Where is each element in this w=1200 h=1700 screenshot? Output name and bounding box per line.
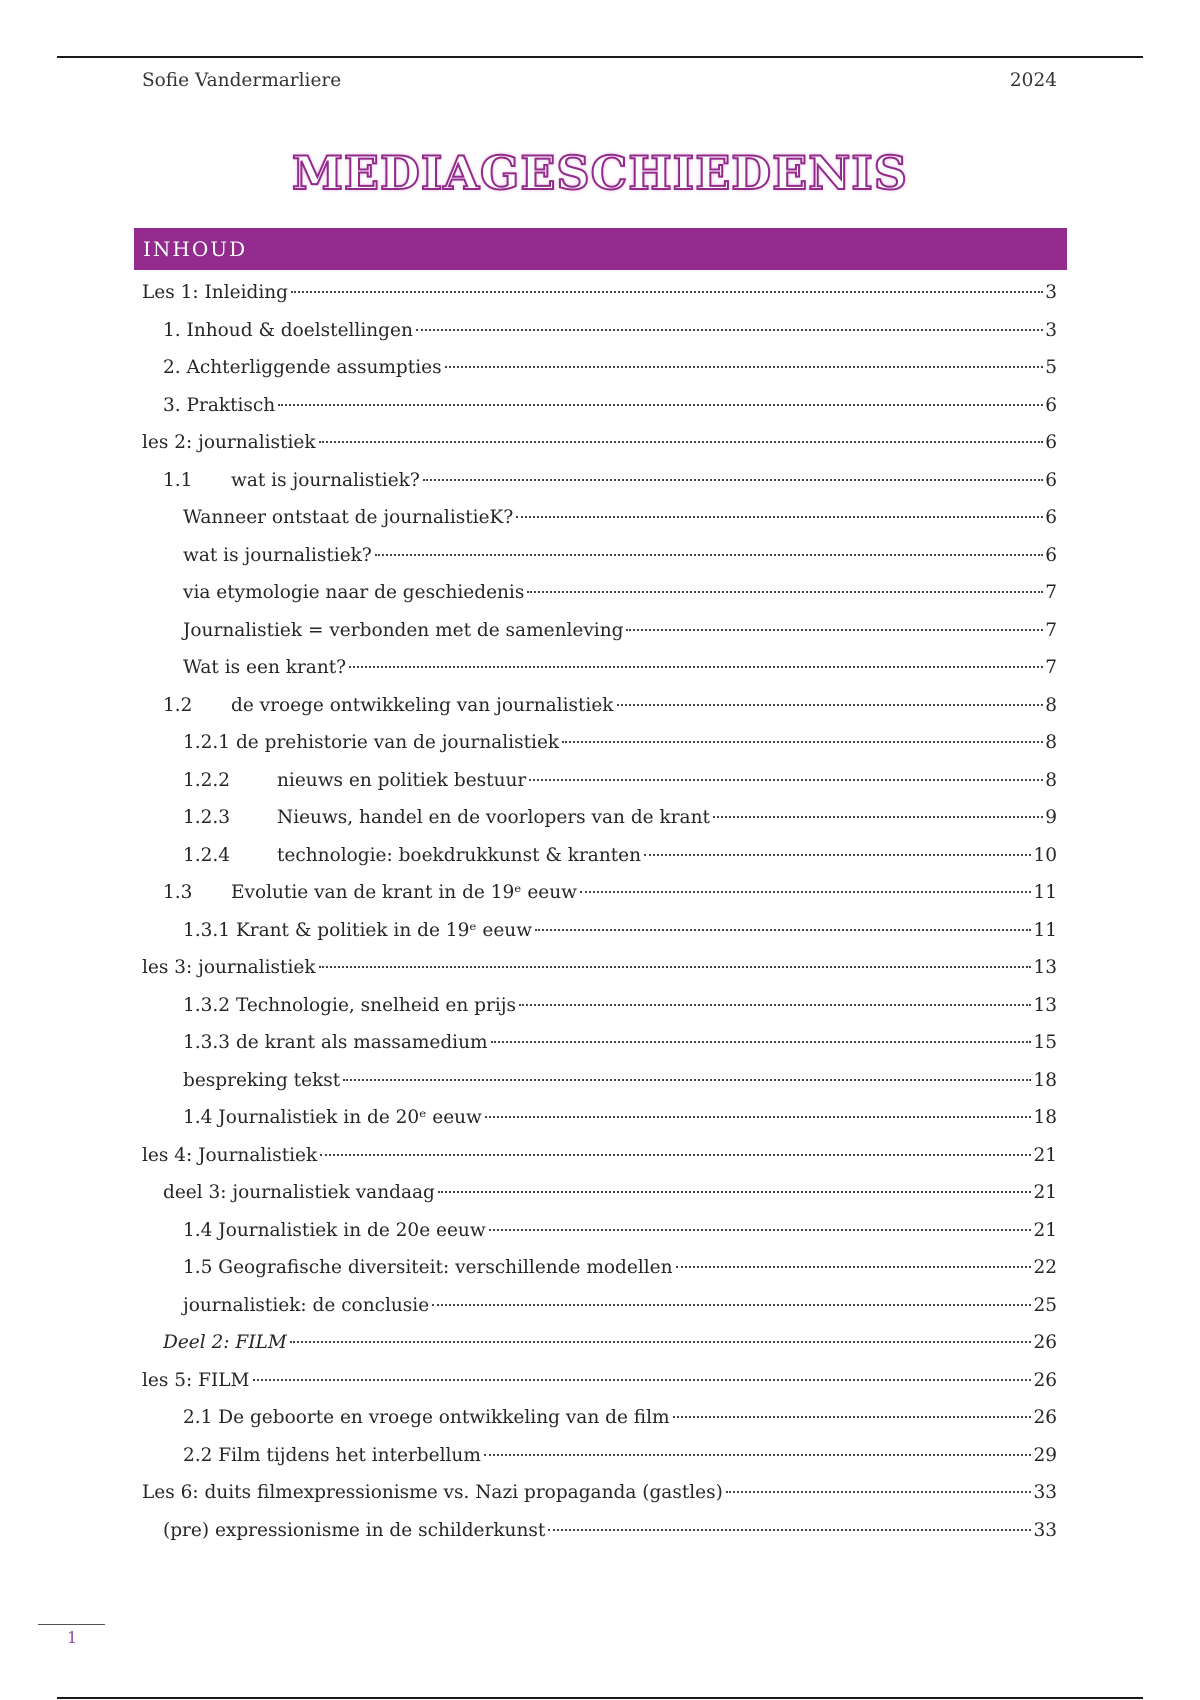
toc-entry-page: 8 xyxy=(1045,769,1057,791)
toc-entry-page: 13 xyxy=(1033,957,1057,978)
toc-entry[interactable] xyxy=(142,1512,1057,1550)
toc-entry-page: 6 xyxy=(1045,469,1057,491)
toc-entry-page: 8 xyxy=(1045,694,1057,716)
toc-entry-title: les 5: FILM xyxy=(142,1369,250,1391)
toc-entry-title: via etymologie naar de geschiedenis xyxy=(183,582,525,603)
toc-entry-title: 2.2 Film tijdens het interbellum xyxy=(183,1444,481,1466)
document-year: 2024 xyxy=(1009,70,1057,91)
toc-entry-page: 33 xyxy=(1033,1482,1057,1503)
toc-entry[interactable] xyxy=(142,799,1057,837)
toc-dot-leader xyxy=(673,1415,1032,1418)
toc-entry[interactable] xyxy=(142,274,1057,312)
toc-entry-page: 7 xyxy=(1045,619,1057,641)
page-number: 1 xyxy=(67,1628,78,1647)
toc-dot-leader xyxy=(349,665,1043,668)
toc-entry[interactable] xyxy=(142,1249,1057,1287)
toc-entry-page: 9 xyxy=(1045,807,1057,828)
toc-entry-number: 1.1 xyxy=(163,469,193,491)
toc-dot-leader xyxy=(580,890,1031,893)
toc-entry-page: 21 xyxy=(1033,1144,1057,1166)
toc-entry[interactable] xyxy=(142,949,1057,987)
toc-entry[interactable] xyxy=(142,1474,1057,1512)
toc-dot-leader xyxy=(438,1190,1032,1193)
toc-entry[interactable] xyxy=(142,724,1057,762)
toc-entry-title: wat is journalistiek? xyxy=(231,469,420,491)
toc-entry[interactable] xyxy=(142,612,1057,650)
toc-dot-leader xyxy=(375,553,1043,556)
toc-dot-leader xyxy=(485,1115,1032,1118)
toc-heading: INHOUD xyxy=(143,237,248,261)
toc-entry[interactable] xyxy=(142,574,1057,612)
toc-entry-page: 13 xyxy=(1033,994,1057,1016)
toc-entry-page: 3 xyxy=(1045,319,1057,341)
toc-dot-leader xyxy=(491,1040,1032,1043)
toc-entry[interactable] xyxy=(142,837,1057,875)
toc-dot-leader xyxy=(617,703,1044,706)
toc-dot-leader xyxy=(432,1303,1031,1306)
toc-entry[interactable] xyxy=(142,537,1057,575)
toc-dot-leader xyxy=(416,328,1043,331)
header-rule xyxy=(57,56,1143,58)
toc-entry[interactable] xyxy=(142,874,1057,912)
document-title: MEDIAGESCHIEDENIS xyxy=(291,146,909,200)
author-name: Sofie Vandermarliere xyxy=(142,70,342,91)
toc-dot-leader xyxy=(529,778,1043,781)
toc-entry-title: 1.4 Journalistiek in de 20ᵉ eeuw xyxy=(183,1107,482,1128)
toc-entry-title: 1.4 Journalistiek in de 20e eeuw xyxy=(183,1219,486,1241)
toc-entry[interactable] xyxy=(142,1362,1057,1400)
toc-entry[interactable] xyxy=(142,912,1057,950)
toc-entry-title: journalistiek: de conclusie xyxy=(183,1294,430,1316)
page-header xyxy=(142,70,1057,94)
toc-entry-title: les 3: journalistiek xyxy=(142,957,316,978)
toc-entry[interactable] xyxy=(142,1062,1057,1100)
toc-entry-title: les 4: Journalistiek xyxy=(142,1144,318,1166)
toc-entry-page: 11 xyxy=(1033,919,1057,941)
table-of-contents xyxy=(142,274,1057,1549)
toc-entry-page: 25 xyxy=(1033,1294,1057,1316)
toc-dot-leader xyxy=(278,403,1043,406)
toc-entry-number: 1.2.3 xyxy=(183,807,231,828)
toc-entry[interactable] xyxy=(142,1437,1057,1475)
toc-entry-page: 22 xyxy=(1033,1257,1057,1278)
toc-entry-title: 1. Inhoud & doelstellingen xyxy=(163,319,413,341)
toc-entry[interactable] xyxy=(142,649,1057,687)
toc-dot-leader xyxy=(626,628,1043,631)
toc-dot-leader xyxy=(319,440,1044,443)
toc-entry-page: 26 xyxy=(1033,1369,1057,1391)
toc-entry[interactable] xyxy=(142,1099,1057,1137)
toc-entry[interactable] xyxy=(142,1024,1057,1062)
toc-entry-page: 33 xyxy=(1033,1519,1057,1541)
toc-entry-title: Deel 2: FILM xyxy=(163,1332,287,1353)
toc-entry-title: Evolutie van de krant in de 19ᵉ eeuw xyxy=(231,882,577,903)
toc-dot-leader xyxy=(320,1153,1031,1156)
toc-entry-number: 1.2.4 xyxy=(183,844,231,866)
toc-entry[interactable] xyxy=(142,987,1057,1025)
footer-rule xyxy=(38,1624,105,1625)
toc-entry-title: 2. Achterliggende assumpties xyxy=(163,357,442,378)
toc-entry[interactable] xyxy=(142,762,1057,800)
toc-entry[interactable] xyxy=(142,424,1057,462)
toc-dot-leader xyxy=(343,1078,1031,1081)
toc-entry[interactable] xyxy=(142,462,1057,500)
toc-dot-leader xyxy=(423,478,1043,481)
toc-entry-page: 10 xyxy=(1033,844,1057,866)
toc-dot-leader xyxy=(548,1528,1031,1531)
toc-entry-title: 1.3.1 Krant & politiek in de 19ᵉ eeuw xyxy=(183,919,533,941)
toc-entry-page: 21 xyxy=(1033,1219,1057,1241)
toc-entry-number: 1.2 xyxy=(163,694,193,716)
toc-entry-page: 7 xyxy=(1045,582,1057,603)
toc-entry-page: 5 xyxy=(1045,357,1057,378)
toc-entry-page: 18 xyxy=(1033,1107,1057,1128)
toc-entry-page: 7 xyxy=(1045,657,1057,678)
toc-entry[interactable] xyxy=(142,1174,1057,1212)
toc-entry-title: Journalistiek = verbonden met de samenleving xyxy=(183,619,624,641)
toc-entry-number: 1.3 xyxy=(163,882,193,903)
toc-entry-page: 3 xyxy=(1045,282,1057,303)
toc-dot-leader xyxy=(489,1228,1032,1231)
toc-dot-leader xyxy=(516,515,1043,518)
toc-entry-page: 26 xyxy=(1033,1407,1057,1428)
toc-entry-page: 29 xyxy=(1033,1444,1057,1466)
toc-entry-title: nieuws en politiek bestuur xyxy=(277,769,527,791)
toc-dot-leader xyxy=(527,590,1043,593)
toc-entry-page: 15 xyxy=(1033,1032,1057,1053)
toc-entry-title: Nieuws, handel en de voorlopers van de krant xyxy=(277,807,710,828)
toc-entry-title: (pre) expressionisme in de schilderkunst xyxy=(163,1519,546,1541)
toc-entry[interactable] xyxy=(142,1324,1057,1362)
toc-dot-leader xyxy=(253,1378,1032,1381)
toc-entry[interactable] xyxy=(142,312,1057,350)
toc-entry-title: les 2: journalistiek xyxy=(142,432,316,453)
toc-entry[interactable] xyxy=(142,349,1057,387)
toc-entry[interactable] xyxy=(142,687,1057,725)
toc-entry-page: 6 xyxy=(1045,544,1057,566)
toc-entry-page: 6 xyxy=(1045,394,1057,416)
toc-dot-leader xyxy=(726,1490,1032,1493)
toc-entry-title: technologie: boekdrukkunst & kranten xyxy=(277,844,642,866)
toc-entry-title: Wanneer ontstaat de journalistieK? xyxy=(183,507,514,528)
toc-entry[interactable] xyxy=(142,499,1057,537)
toc-entry-title: bespreking tekst xyxy=(183,1069,341,1091)
toc-dot-leader xyxy=(713,815,1043,818)
toc-entry[interactable] xyxy=(142,1399,1057,1437)
toc-entry-title: 2.1 De geboorte en vroege ontwikkeling van de film xyxy=(183,1407,670,1428)
toc-entry-title: 1.2.1 de prehistorie van de journalistiek xyxy=(183,732,560,753)
toc-entry-title: Les 6: duits filmexpressionisme vs. Nazi propaganda (gastles) xyxy=(142,1482,723,1503)
toc-entry-page: 6 xyxy=(1045,507,1057,528)
toc-dot-leader xyxy=(519,1003,1031,1006)
toc-dot-leader xyxy=(319,965,1032,968)
toc-entry-title: deel 3: journalistiek vandaag xyxy=(163,1182,435,1203)
toc-entry[interactable] xyxy=(142,1287,1057,1325)
toc-entry-title: de vroege ontwikkeling van journalistiek xyxy=(231,694,614,716)
toc-entry[interactable] xyxy=(142,1212,1057,1250)
toc-entry-title: 1.3.3 de krant als massamedium xyxy=(183,1032,488,1053)
toc-entry[interactable] xyxy=(142,1137,1057,1175)
toc-entry-page: 6 xyxy=(1045,432,1057,453)
toc-entry-title: 3. Praktisch xyxy=(163,394,276,416)
toc-entry-title: 1.5 Geografische diversiteit: verschillende modellen xyxy=(183,1257,673,1278)
toc-entry-number: 1.2.2 xyxy=(183,769,231,791)
toc-dot-leader xyxy=(535,928,1031,931)
toc-entry-page: 8 xyxy=(1045,732,1057,753)
footer-rule-bottom xyxy=(57,1697,1143,1699)
toc-dot-leader xyxy=(290,1340,1032,1343)
toc-entry-page: 18 xyxy=(1033,1069,1057,1091)
toc-entry[interactable] xyxy=(142,387,1057,425)
toc-entry-title: wat is journalistiek? xyxy=(183,544,372,566)
toc-heading-bar xyxy=(134,228,1067,270)
toc-entry-title: 1.3.2 Technologie, snelheid en prijs xyxy=(183,994,517,1016)
toc-dot-leader xyxy=(562,740,1043,743)
toc-entry-page: 11 xyxy=(1033,882,1057,903)
toc-dot-leader xyxy=(291,290,1043,293)
toc-entry-page: 21 xyxy=(1033,1182,1057,1203)
toc-dot-leader xyxy=(676,1265,1032,1268)
toc-entry-title: Wat is een krant? xyxy=(183,657,347,678)
toc-dot-leader xyxy=(484,1453,1032,1456)
toc-entry-title: Les 1: Inleiding xyxy=(142,282,289,303)
toc-entry-page: 26 xyxy=(1033,1332,1057,1353)
toc-dot-leader xyxy=(644,853,1031,856)
toc-dot-leader xyxy=(445,365,1044,368)
